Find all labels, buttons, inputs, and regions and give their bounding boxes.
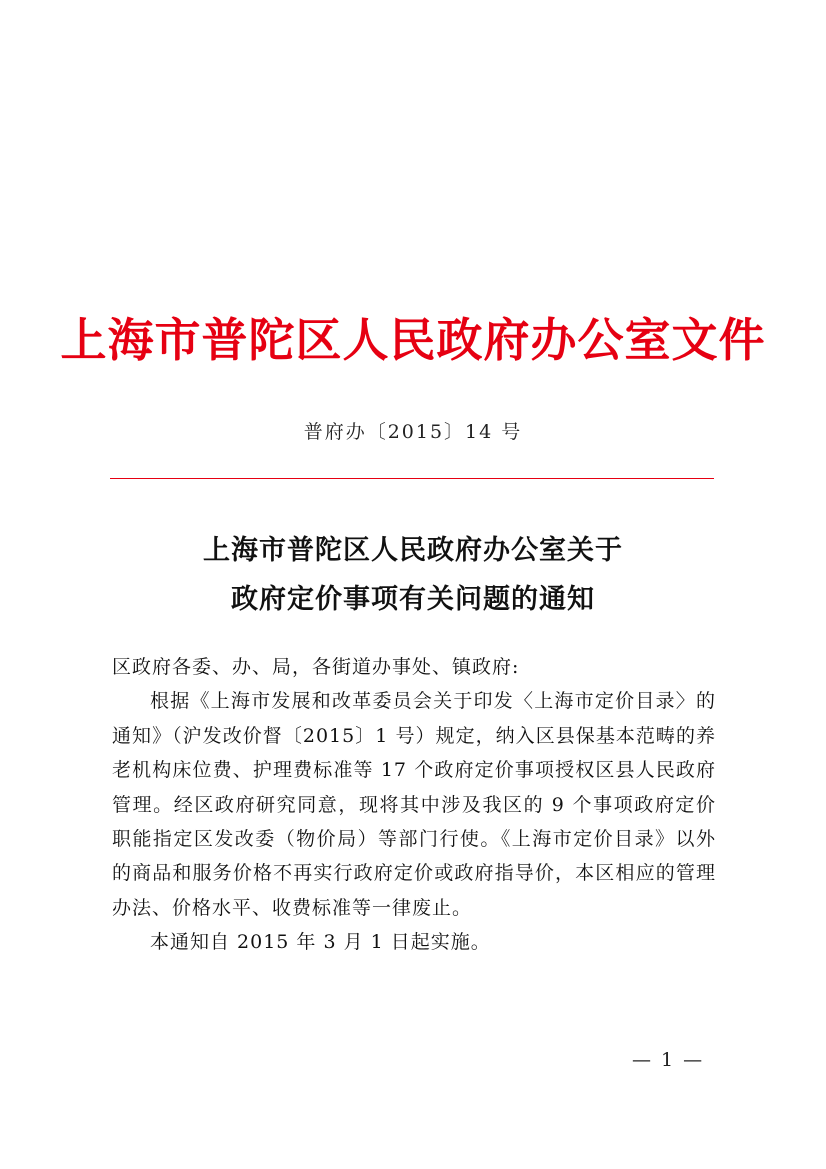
notice-title-line-1: 上海市普陀区人民政府办公室关于	[203, 535, 623, 566]
body-paragraph-2: 本通知自 2015 年 3 月 1 日起实施。	[150, 931, 491, 954]
body-paragraph-1: 根据《上海市发展和改革委员会关于印发〈上海市定价目录〉的通知》（沪发改价督〔2015〕1 号）规定，纳入区县保基本范畴的养老机构床位费、护理费标准等 17 个政府定价事项授权区县人民政府管理。经区政府研究同意，现将其中涉及我区的 9 个事项政府定价职能指定区发改委（物价局）等部门行使。《上海市定价目录》以外的商品和服务价格不再实行政府定价或政府指导价，本区相应的管理办法、价格水平、收费标准等一律废止。	[112, 690, 716, 919]
page-number: — 1 —	[632, 1049, 705, 1071]
notice-title	[0, 526, 826, 624]
document-header-title: 上海市普陀区人民政府办公室文件	[60, 313, 766, 367]
notice-body	[112, 650, 716, 960]
salutation: 区政府各委、办、局，各街道办事处、镇政府:	[112, 656, 520, 678]
header-red-divider	[110, 478, 714, 479]
notice-title-line-2: 政府定价事项有关问题的通知	[231, 584, 595, 615]
document-number: 普府办〔2015〕14 号	[303, 421, 523, 443]
